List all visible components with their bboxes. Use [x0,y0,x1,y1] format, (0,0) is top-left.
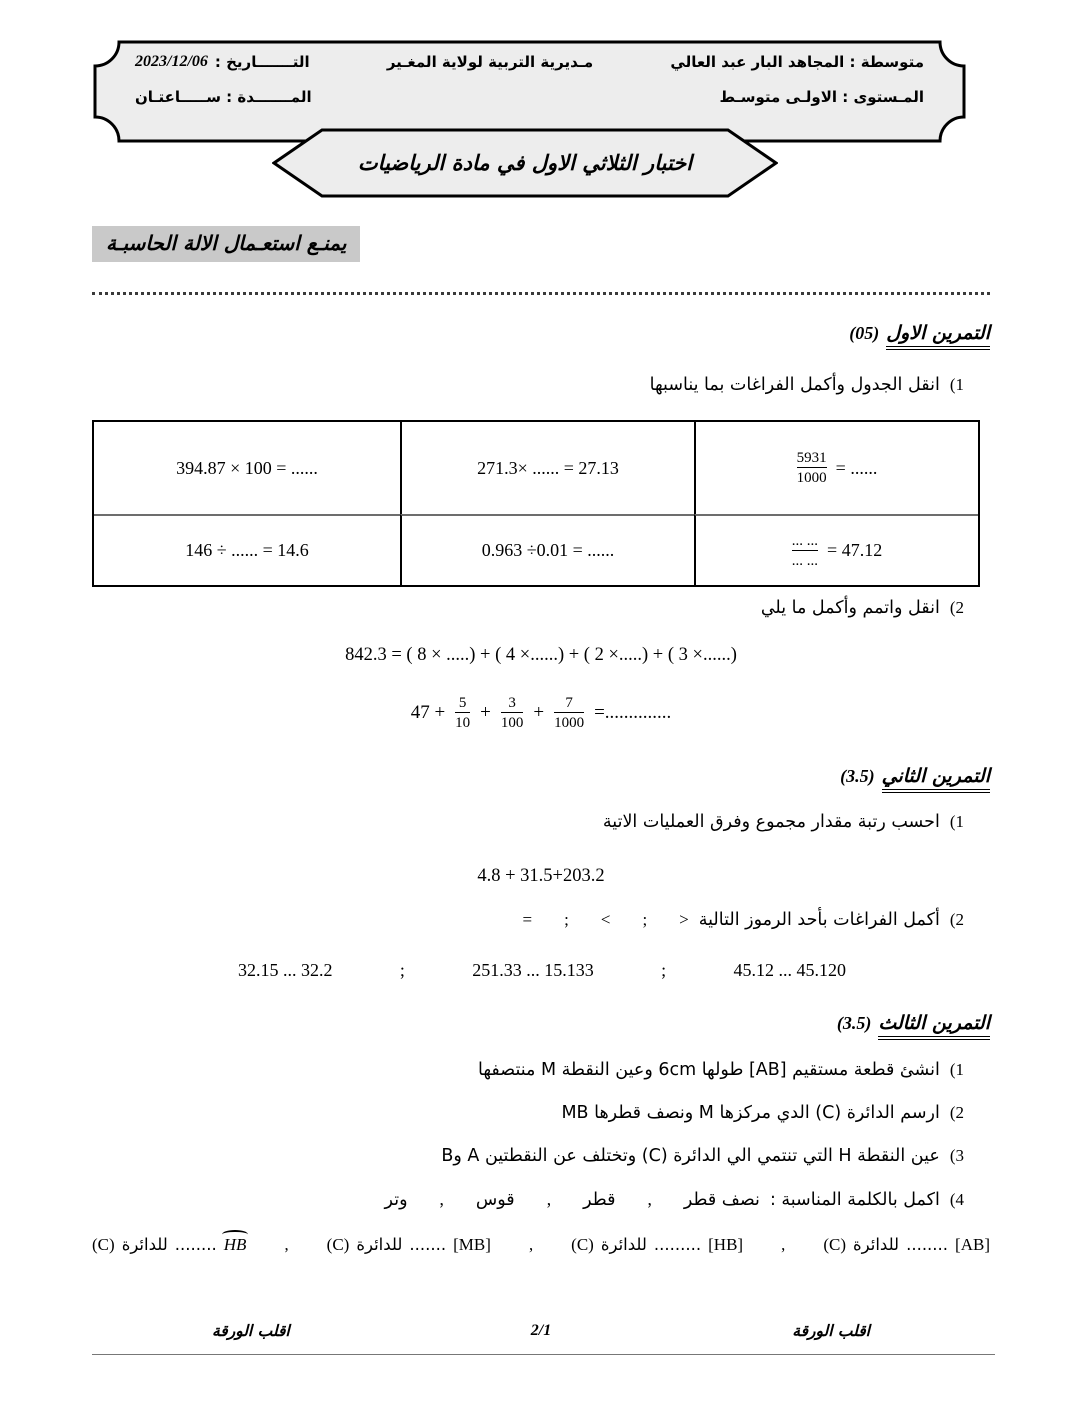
exercise3-item4 [363,1189,964,1210]
table-cell-r1c3 [694,422,978,514]
comma: , [284,1235,289,1254]
separator-semicolon: ; [661,960,667,980]
word-diameter: قطر [583,1190,616,1210]
word-radius: نصف قطر [683,1190,760,1210]
fraction-5931-1000: $\frac{5931}{1000}$ [796,450,827,486]
symbol-equal: = [522,910,533,929]
dots-blank: ........ [174,1235,217,1254]
segment-MB: [MB] [453,1235,491,1254]
item-text: انشئ قطعة مستقيم [AB] طولها 6cm وعين النقطة M منتصفها [478,1060,940,1080]
exam-title-banner [272,128,778,198]
item-text: احسب رتبة مقدار مجموع وفرق العمليات الاتية [602,812,940,832]
date-value: 2023/12/06 [135,53,208,70]
arc-HB: HB [223,1235,247,1254]
word-arc: قوس [475,1190,515,1210]
comma: , [781,1235,786,1254]
header-row-1 [135,53,924,71]
segment-AB: [AB] [955,1235,990,1254]
school-name: متوسطة : المجاهد البار عبد العالي [670,53,924,71]
exercise3-points: (3.5) [836,1013,872,1033]
table-cell-r1c1: 394.87 × 100 = ...... [176,457,318,478]
symbol-semicolon: ; [642,910,648,929]
exercise2-title-text: التمرين الثاني [882,765,990,793]
comma: , [546,1189,552,1209]
circle-C: (C) [823,1235,846,1254]
comma: , [528,1235,534,1254]
exercise3-item1 [478,1060,964,1080]
eq2-result-blank: =.............. [594,702,672,723]
item-number: (1 [949,375,964,394]
dots-blank: ......... [653,1235,702,1254]
no-calculator-notice: يمنـع استعـمال الالة الحاسبـة [92,226,360,262]
comparison-1: 32.15 ... 32.2 [238,960,333,980]
exercise2-points: (3.5) [840,766,875,786]
eq2-lead: 47 + [410,702,446,723]
plus-sign: + [533,702,545,723]
table-cell-r2c3 [694,514,978,585]
item-number: (1 [949,812,964,831]
table-cell-r2c1: 146 ÷ ...... = 14.6 [94,514,400,585]
exercise2-item2 [501,910,964,930]
fraction-blank: $\frac{... ...}{... ...}$ [791,532,819,569]
exercise3-title-text: التمرين الثالث [878,1012,990,1040]
item-text: عين النقطة H التي تنتمي الي الدائرة (C) وتختلف عن النقطتين A وB [441,1146,940,1166]
item-text: انقل الجدول وأكمل الفراغات بما يناسبها [649,375,940,395]
header-row-2 [135,88,924,106]
page-number: 2/1 [530,1322,552,1339]
turn-page-right: اقلب الورقة [792,1322,870,1340]
comparison-row [238,960,846,981]
item-text: أكمل الفراغات بأحد الرموز التالية [698,910,940,930]
exercise3-title [837,1012,990,1040]
circle-C: (C) [326,1235,350,1254]
circle-C: (C) [571,1235,594,1254]
fraction-5-10: $\frac{5}{10}$ [455,695,471,731]
decomposition-equation: 842.3 = ( 8 × .....) + ( 4 ×......) + ( 2 ×.....) + ( 3 ×......) [345,645,737,665]
item-number: (4 [949,1190,964,1209]
exercise1-title-text: التمرين الاول [886,322,990,350]
circle-C: (C) [92,1235,115,1254]
fraction-result: = 47.12 [827,540,883,560]
item-number: (2 [949,598,964,617]
table-cell-r2c2: 0.963 ÷0.01 = ...... [400,514,694,585]
operations-table [92,420,980,587]
fill-chip-arc-HB [92,1235,246,1255]
item-number: (1 [949,1060,964,1079]
item-number: (3 [949,1146,964,1165]
dots-blank: ....... [409,1235,447,1254]
grade-level: المـستوى : الاولـى متوسـط [719,88,924,106]
word-of-circle: للدائرة [121,1235,168,1254]
fraction-result-blank: = ...... [835,457,878,478]
symbol-less: < [600,910,611,929]
directorate-name: مـديرية التربية لولاية المغـير [386,53,594,71]
exercise3-item2 [561,1103,964,1123]
sum-expression: 4.8 + 31.5+203.2 [477,866,605,886]
item-number: (2 [949,1103,964,1122]
fill-in-blanks-row [92,1235,990,1255]
word-of-circle: للدائرة [853,1235,900,1254]
exam-date [135,53,310,71]
exercise2-title [840,765,990,793]
exercise1-title [849,322,990,350]
table-cell-r1c2: 271.3× ...... = 27.13 [400,422,694,514]
item-text: ارسم الدائرة (C) الدي مركزها M ونصف قطرها MB [561,1103,940,1123]
item-number: (2 [949,910,964,929]
exercise3-item3 [441,1146,964,1166]
turn-page-left: اقلب الورقة [212,1322,290,1340]
word-chord: وتر [384,1190,408,1210]
exam-title: اختبار الثلاثي الاول في مادة الرياضيات [357,151,693,175]
symbol-greater: > [679,910,689,929]
comma: , [647,1189,652,1209]
separator-semicolon: ; [399,960,405,980]
exercise1-points: (05) [849,323,880,343]
item-text: انقل واتمم وأكمل ما يلي [760,598,940,618]
fill-chip-MB [327,1235,491,1255]
word-of-circle: للدائرة [356,1235,403,1254]
date-label: التـــــــاريخ : [214,53,310,71]
word-of-circle: للدائرة [600,1235,647,1254]
comparison-2: 251.33 ... 15.133 [472,960,594,980]
fraction-3-100: $\frac{3}{100}$ [500,695,524,731]
exercise1-item1 [650,375,964,395]
item-label: اكمل بالكلمة المناسبة : [769,1190,940,1210]
plus-sign: + [480,702,491,723]
fraction-sum-equation [92,694,990,732]
comparison-3: 45.12 ... 45.120 [733,960,846,980]
footer-rule [92,1354,995,1355]
segment-HB: [HB] [708,1235,744,1254]
dotted-separator [92,292,990,295]
exercise1-item2 [761,598,964,618]
dots-blank: ........ [906,1235,949,1254]
comma: , [439,1189,444,1209]
fill-chip-AB [823,1235,990,1255]
symbol-semicolon: ; [564,910,569,929]
exercise2-item1 [603,812,964,832]
exam-duration: المـــــــدة : ســـــاعتـان [135,88,312,106]
fill-chip-HB [571,1235,743,1255]
fraction-7-1000: $\frac{7}{1000}$ [554,695,585,731]
